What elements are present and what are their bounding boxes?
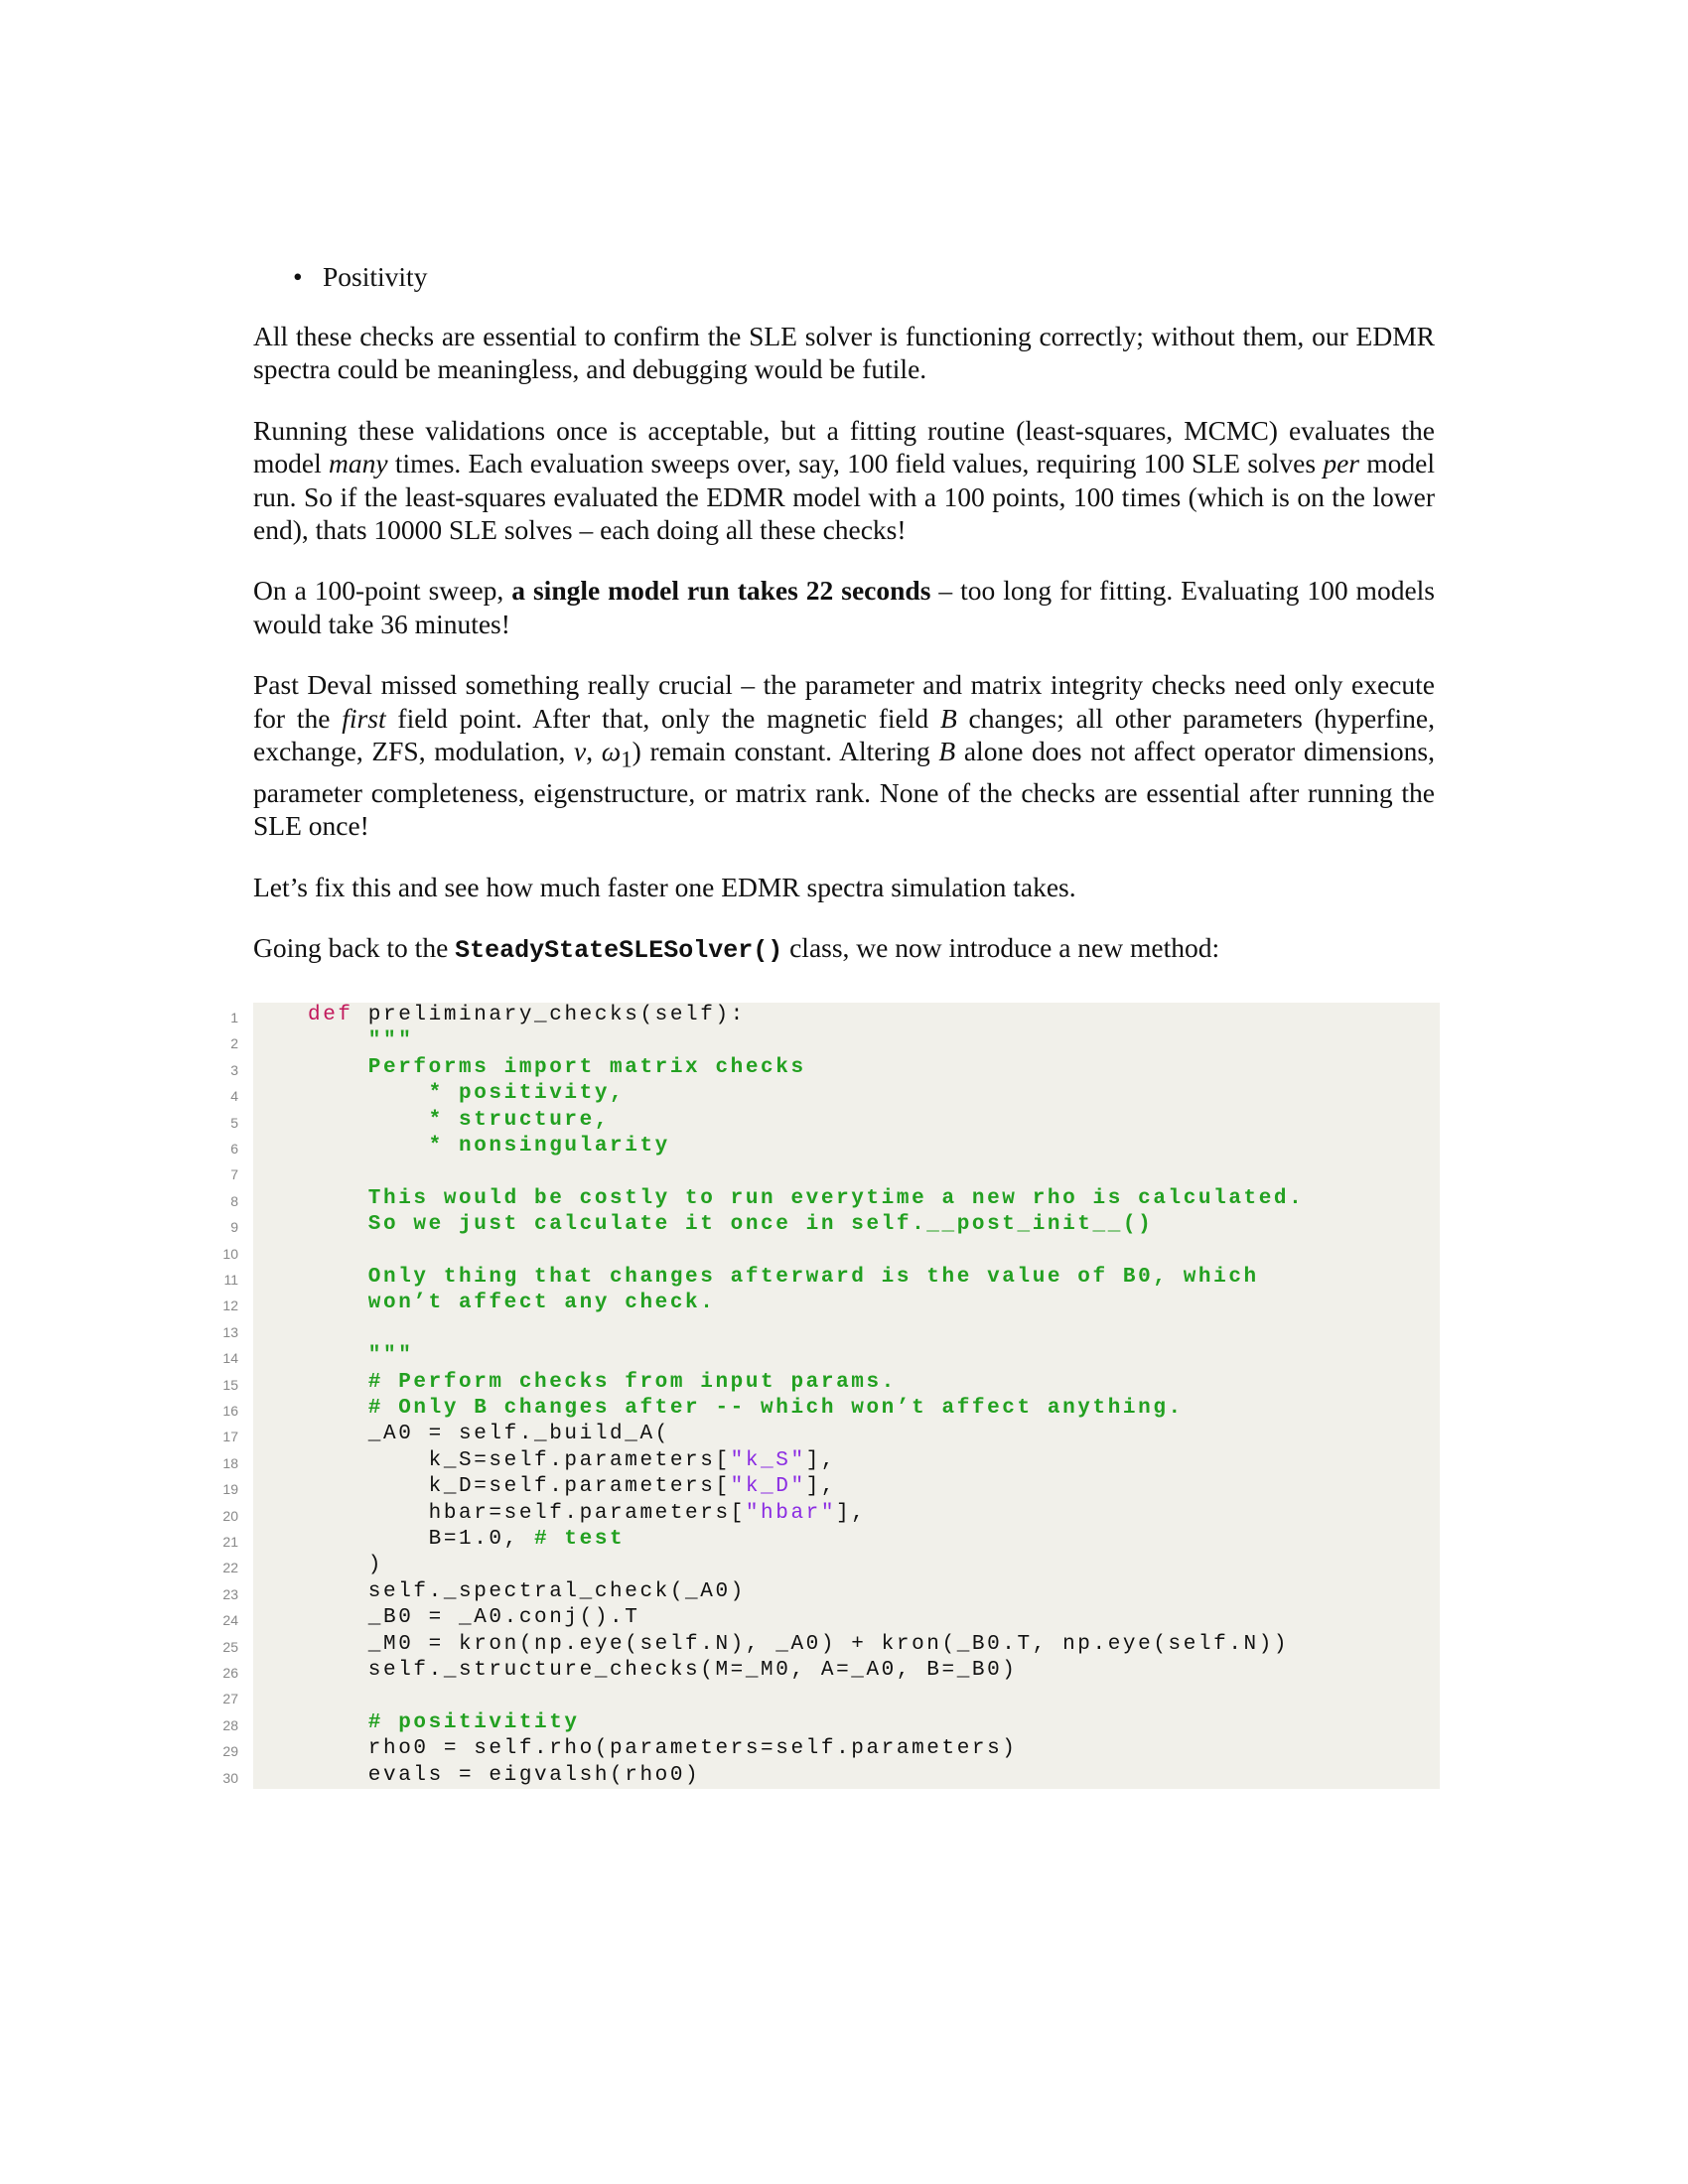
inline-code: SteadyStateSLESolver() — [455, 936, 783, 966]
code-text: B=1.0, # test — [308, 1528, 626, 1551]
line-number: 10 — [222, 1245, 238, 1262]
code-line — [189, 1186, 1440, 1212]
code-text: k_D=self.parameters["k_D"], — [308, 1475, 837, 1499]
line-number: 19 — [222, 1481, 238, 1498]
code-line — [189, 1474, 1440, 1500]
code-line — [189, 1028, 1440, 1054]
code-line — [189, 1108, 1440, 1134]
line-number: 2 — [230, 1035, 238, 1052]
line-number: 7 — [230, 1166, 238, 1183]
code-line — [189, 1291, 1440, 1316]
code-text: Performs import matrix checks — [308, 1055, 806, 1079]
code-line — [189, 1370, 1440, 1396]
code-text: won’t affect any check. — [308, 1292, 716, 1315]
line-number: 14 — [222, 1350, 238, 1367]
line-number: 12 — [222, 1297, 238, 1314]
code-text: * positivity, — [308, 1082, 626, 1106]
code-line — [189, 1134, 1440, 1160]
bullet-item — [253, 260, 1435, 294]
bullet-icon: • — [293, 261, 303, 292]
line-number: 26 — [222, 1665, 238, 1681]
code-text: self._structure_checks(M=_M0, A=_A0, B=_B0) — [308, 1659, 1018, 1682]
code-text: self._spectral_check(_A0) — [308, 1579, 746, 1603]
code-text: ) — [308, 1554, 384, 1577]
code-line — [189, 1396, 1440, 1422]
line-number: 9 — [230, 1219, 238, 1236]
line-number: 18 — [222, 1454, 238, 1471]
line-number: 4 — [230, 1088, 238, 1105]
line-number: 3 — [230, 1061, 238, 1078]
line-number: 8 — [230, 1192, 238, 1209]
code-line — [189, 1632, 1440, 1658]
code-line — [189, 1081, 1440, 1107]
code-line — [189, 1710, 1440, 1736]
code-line — [189, 1239, 1440, 1265]
code-line — [189, 1579, 1440, 1605]
code-text: rho0 = self.rho(parameters=self.parameters) — [308, 1737, 1018, 1761]
code-line — [189, 1763, 1440, 1789]
code-line — [189, 1317, 1440, 1343]
code-text: This would be costly to run everytime a new rho is calculated. — [308, 1186, 1305, 1210]
code-text: _M0 = kron(np.eye(self.N), _A0) + kron(_B0.T, np.eye(self.N)) — [308, 1632, 1290, 1656]
bullet-text: Positivity — [323, 261, 428, 292]
paragraph-2: Running these validations once is acceptable, but a fitting routine (least-squares, MCMC) evaluates the model many times. Each evaluation sweeps over, say, 100 field values, requiring 100 SLE solves per model run. So if the least-squares evaluated the EDMR model with a 100 points, 100 times (which is on the lower end), thats 10000 SLE solves – each doing all these checks! — [253, 414, 1435, 546]
line-number: 24 — [222, 1612, 238, 1629]
code-text: # Only B changes after -- which won’t affect anything. — [308, 1397, 1184, 1420]
line-number: 22 — [222, 1560, 238, 1576]
code-text: def preliminary_checks(self): — [308, 1004, 746, 1026]
code-line — [189, 1736, 1440, 1762]
line-number: 13 — [222, 1323, 238, 1340]
code-text: """ — [308, 1029, 414, 1053]
paragraph-4: Past Deval missed something really crucial – the parameter and matrix integrity checks need only execute for the first field point. After that, only the magnetic field B changes; all other parameters (hyperfine, exchange, ZFS, modulation, ν, $\omega_1$) remain constant. Altering B alone does not affect operator dimensions, parameter completeness, eigenstructure, or matrix rank. None of the checks are essential after running the SLE once! — [253, 669, 1436, 842]
code-text: _A0 = self._build_A( — [308, 1423, 670, 1446]
line-number: 28 — [222, 1716, 238, 1733]
paragraph-6: Going back to the SteadyStateSLESolver() class, we now introduce a new method: — [253, 932, 1220, 966]
code-line — [189, 1055, 1440, 1081]
line-number: 20 — [222, 1507, 238, 1524]
code-line — [189, 1501, 1440, 1527]
paragraph-3: On a 100-point sweep, a single model run takes 22 seconds – too long for fitting. Evaluating 100 models would take 36 minutes! — [253, 575, 1435, 639]
line-number: 25 — [222, 1638, 238, 1655]
code-text: evals = eigvalsh(rho0) — [308, 1763, 701, 1787]
line-number: 16 — [222, 1403, 238, 1419]
line-number: 6 — [230, 1141, 238, 1157]
line-number: 17 — [222, 1429, 238, 1445]
code-text: _B0 = _A0.conj().T — [308, 1606, 640, 1630]
code-line — [189, 1684, 1440, 1709]
code-line — [189, 1553, 1440, 1578]
code-text: """ — [308, 1344, 414, 1368]
line-number: 1 — [230, 1010, 238, 1025]
line-number: 30 — [222, 1769, 238, 1786]
line-number: 15 — [222, 1376, 238, 1393]
code-text: hbar=self.parameters["hbar"], — [308, 1501, 867, 1525]
code-line — [189, 1265, 1440, 1291]
line-number: 5 — [230, 1114, 238, 1131]
line-number: 21 — [222, 1534, 238, 1550]
code-line — [189, 1527, 1440, 1553]
code-line — [189, 1605, 1440, 1631]
line-number: 27 — [222, 1691, 238, 1707]
code-line — [189, 1343, 1440, 1369]
line-number: 11 — [223, 1272, 238, 1288]
code-text: k_S=self.parameters["k_S"], — [308, 1448, 837, 1472]
paragraph-5: Let’s fix this and see how much faster one EDMR spectra simulation takes. — [253, 871, 1076, 902]
code-text: * structure, — [308, 1108, 611, 1132]
paragraph-1: All these checks are essential to confirm the SLE solver is functioning correctly; without them, our EDMR spectra could be meaningless, and debugging would be futile. — [253, 321, 1435, 385]
code-line — [189, 1658, 1440, 1684]
code-text: * nonsingularity — [308, 1135, 670, 1158]
code-line — [189, 1448, 1440, 1474]
code-line — [189, 1003, 1440, 1028]
line-number: 23 — [222, 1585, 238, 1602]
code-text: Only thing that changes afterward is the value of B0, which — [308, 1266, 1259, 1289]
code-line — [189, 1422, 1440, 1447]
code-text: So we just calculate it once in self.__post_init__() — [308, 1213, 1154, 1237]
document-page — [253, 260, 1435, 996]
line-number: 29 — [222, 1743, 238, 1760]
code-line — [189, 1160, 1440, 1185]
code-line — [189, 1212, 1440, 1238]
code-text: # positivitity — [308, 1710, 580, 1734]
code-text: # Perform checks from input params. — [308, 1370, 897, 1394]
